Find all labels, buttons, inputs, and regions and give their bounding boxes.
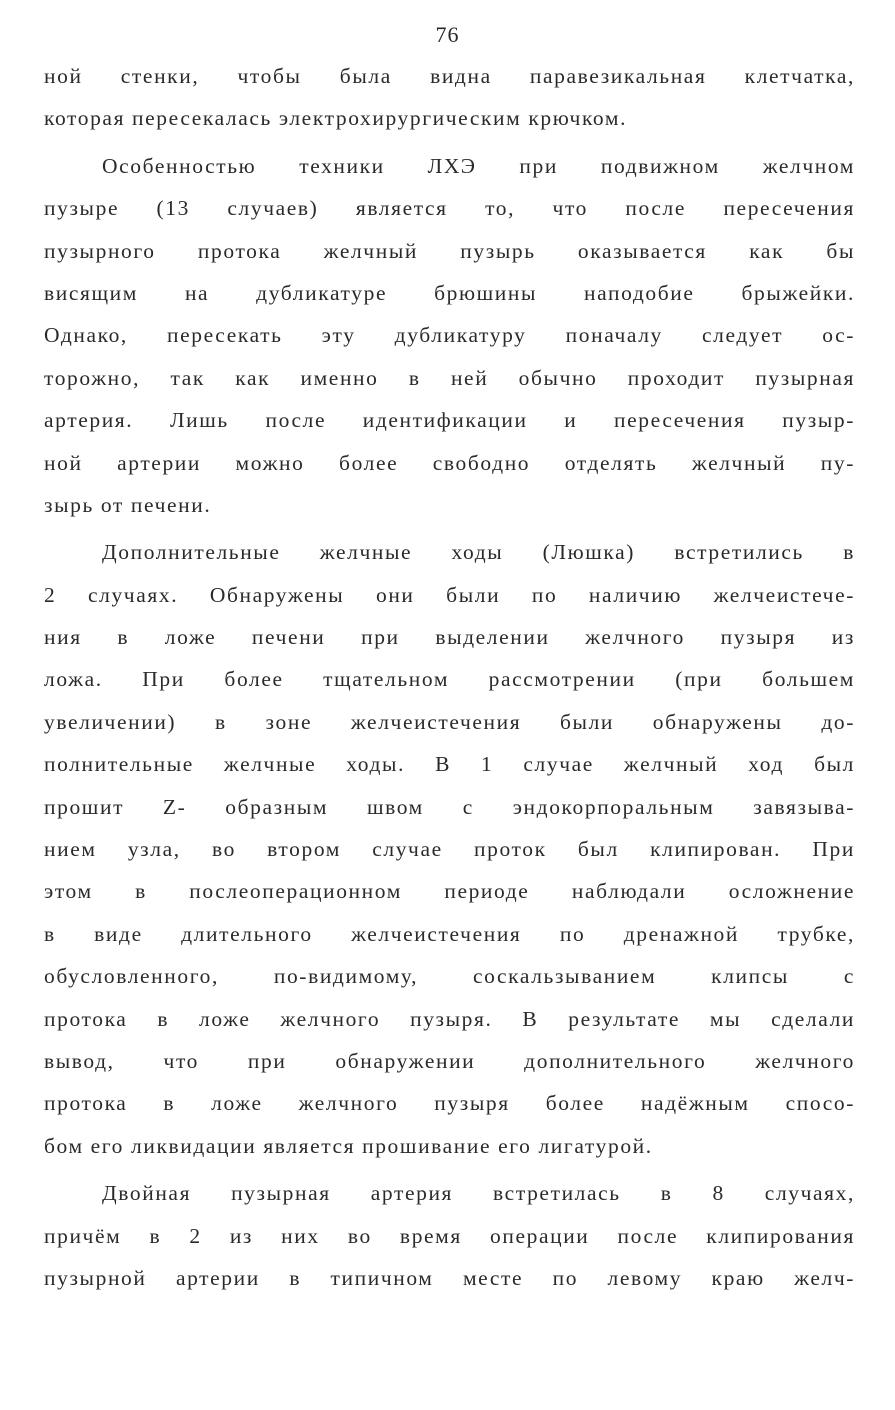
text-line: нием узла, во втором случае проток был клипирован. При — [44, 837, 855, 862]
text-line: торожно, так как именно в ней обычно проходит пузырная — [44, 365, 855, 390]
paragraph-double-artery — [44, 1172, 855, 1299]
text-line: протока в ложе желчного пузыря. В результате мы сделали — [44, 1006, 855, 1031]
text-line: артерия. Лишь после идентификации и пересечения пузыр- — [44, 408, 855, 433]
text-line: пузыре (13 случаев) является то, что после пересечения — [44, 196, 855, 221]
page-number: 76 — [435, 22, 460, 47]
text-line: увеличении) в зоне желчеистечения были обнаружены до- — [44, 709, 855, 734]
body-text — [44, 55, 855, 1299]
text-line: вывод, что при обнаружении дополнительного желчного — [44, 1048, 855, 1073]
text-line: Однако, пересекать эту дубликатуру поначалу следует ос- — [44, 323, 855, 348]
text-line: причём в 2 из них во время операции после клипирования — [44, 1223, 855, 1248]
text-line: прошит Z- образным швом с эндокорпоральным завязыва- — [44, 794, 855, 819]
text-line: Дополнительные желчные ходы (Люшка) встретились в — [102, 540, 855, 565]
text-line: протока в ложе желчного пузыря более надёжным спосо- — [44, 1091, 855, 1116]
paragraph-mobile-gallbladder — [44, 145, 855, 527]
text-line: 2 случаях. Обнаружены они были по наличию желчеистече- — [44, 582, 855, 607]
text-line: в виде длительного желчеистечения по дренажной трубке, — [44, 921, 855, 946]
paragraph-continuation — [44, 55, 855, 140]
text-line: бом его ликвидации является прошивание его лигатурой. — [44, 1133, 653, 1158]
text-line: Особенностью техники ЛХЭ при подвижном желчном — [102, 153, 855, 178]
text-line: ния в ложе печени при выделении желчного пузыря из — [44, 625, 855, 650]
text-line: зырь от печени. — [44, 492, 212, 517]
text-line: Двойная пузырная артерия встретилась в 8 случаях, — [102, 1181, 855, 1206]
text-line: полнительные желчные ходы. В 1 случае желчный ход был — [44, 752, 855, 777]
paragraph-luschka-ducts — [44, 531, 855, 1167]
text-line: этом в послеоперационном периоде наблюдали осложнение — [44, 879, 855, 904]
text-line: ной стенки, чтобы была видна паравезикальная клетчатка, — [44, 64, 855, 88]
text-line: ной артерии можно более свободно отделять желчный пу- — [44, 450, 855, 475]
text-line: ложа. При более тщательном рассмотрении (при большем — [44, 667, 855, 692]
text-line: пузырного протока желчный пузырь оказывается как бы — [44, 238, 855, 263]
text-line: висящим на дубликатуре брюшины наподобие брыжейки. — [44, 280, 855, 305]
text-line: которая пересекалась электрохирургическим крючком. — [44, 106, 628, 131]
text-line: пузырной артерии в типичном месте по левому краю желч- — [44, 1265, 855, 1290]
text-line: обусловленного, по-видимому, соскальзыванием клипсы с — [44, 964, 855, 989]
